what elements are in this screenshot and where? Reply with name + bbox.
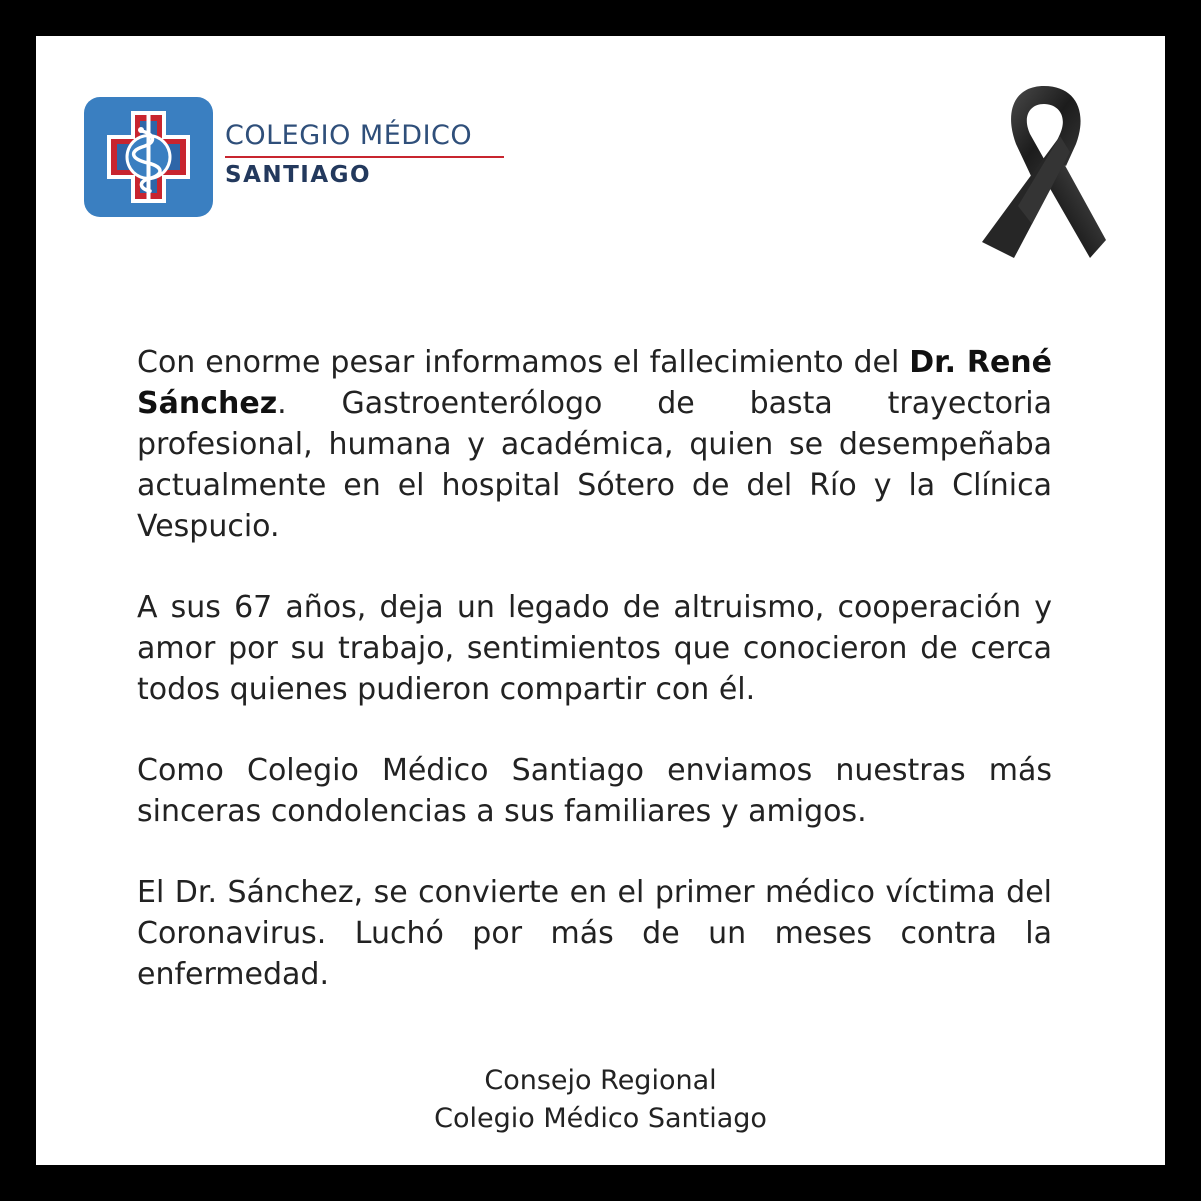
caduceus-cross-logo-icon — [84, 97, 213, 217]
logo-divider — [225, 156, 504, 158]
paragraph-2: A sus 67 años, deja un legado de altruismo, cooperación y amor por su trabajo, sentimientos que conocieron de cerca todos quienes pudieron compartir con él. — [137, 590, 1052, 707]
deceased-name: Dr. René Sánchez — [137, 345, 1052, 421]
signature-line-2: Colegio Médico Santiago — [434, 1103, 767, 1134]
announcement-card — [36, 36, 1165, 1165]
announcement-body — [137, 342, 1052, 995]
paragraph-1-lead: Con enorme pesar informamos el fallecimiento del — [137, 345, 910, 380]
paragraph-3: Como Colegio Médico Santiago enviamos nuestras más sinceras condolencias a sus familiares y amigos. — [137, 753, 1052, 829]
paragraph-1-rest: . Gastroenterólogo de basta trayectoria profesional, humana y académica, quien se desempeñaba actualmente en el hospital Sótero de del Río y la Clínica Vespucio. — [137, 386, 1052, 544]
paragraph-1 — [137, 342, 1052, 547]
paragraph-4: El Dr. Sánchez, se convierte en el primer médico víctima del Coronavirus. Luchó por más de un meses contra la enfermedad. — [137, 875, 1052, 992]
signature-line-1: Consejo Regional — [484, 1065, 717, 1096]
logo-name-line2: SANTIAGO — [225, 162, 372, 188]
organization-logo — [84, 97, 514, 227]
signature-block — [36, 1062, 1165, 1138]
mourning-ribbon-icon — [974, 82, 1114, 262]
logo-name-line1: COLEGIO MÉDICO — [225, 120, 473, 151]
